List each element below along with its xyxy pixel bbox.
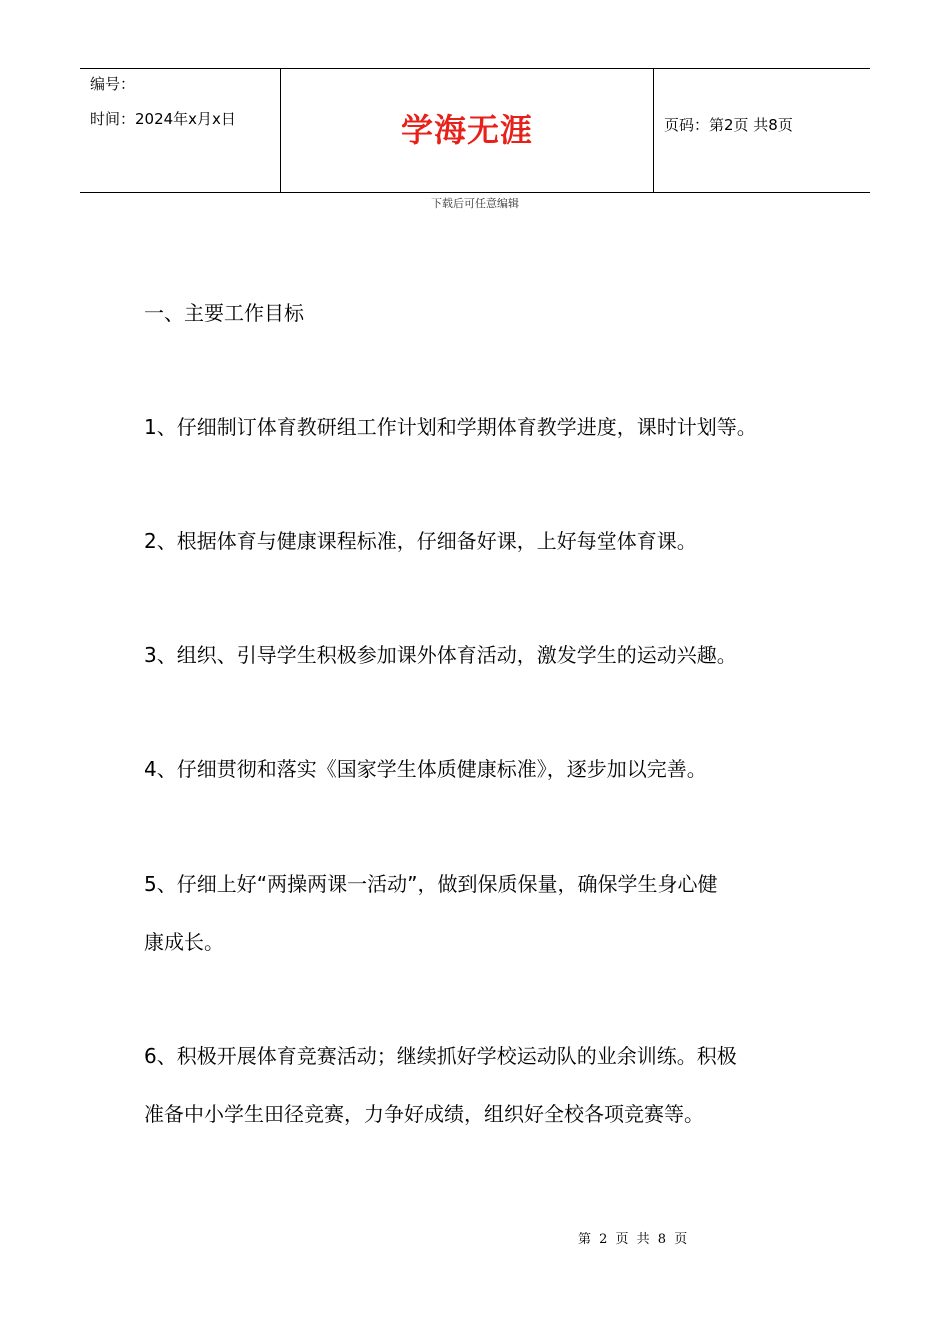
logo-title: 学海无涯 [400, 111, 533, 149]
document-header [80, 68, 870, 193]
list-item-6: 6、积极开展体育竞赛活动；继续抓好学校运动队的业余训练。积极 [144, 1044, 737, 1068]
header-left-cell [80, 69, 281, 192]
list-item-1: 1、仔细制订体育教研组工作计划和学期体育教学进度，课时计划等。 [144, 415, 757, 439]
time-label: 时间：2024年x月x日 [90, 110, 236, 128]
section-title: 一、主要工作目标 [144, 301, 304, 325]
list-item-5-continued: 康成长。 [144, 930, 224, 954]
list-item-5: 5、仔细上好“两操两课一活动”，做到保质保量，确保学生身心健 [144, 872, 718, 896]
list-item-4: 4、仔细贯彻和落实《国家学生体质健康标准》，逐步加以完善。 [144, 757, 707, 781]
editable-note: 下载后可任意编辑 [431, 197, 519, 210]
header-right-cell [654, 69, 870, 192]
header-logo-cell [281, 69, 654, 192]
page-label: 页码：第2页 共8页 [664, 116, 793, 134]
list-item-3: 3、组织、引导学生积极参加课外体育活动，激发学生的运动兴趣。 [144, 643, 737, 667]
page-footer: 第 2 页 共 8 页 [578, 1232, 688, 1247]
list-item-6-continued: 准备中小学生田径竞赛，力争好成绩，组织好全校各项竞赛等。 [144, 1102, 704, 1126]
list-item-2: 2、根据体育与健康课程标准，仔细备好课，上好每堂体育课。 [144, 529, 697, 553]
number-label: 编号： [90, 75, 136, 93]
